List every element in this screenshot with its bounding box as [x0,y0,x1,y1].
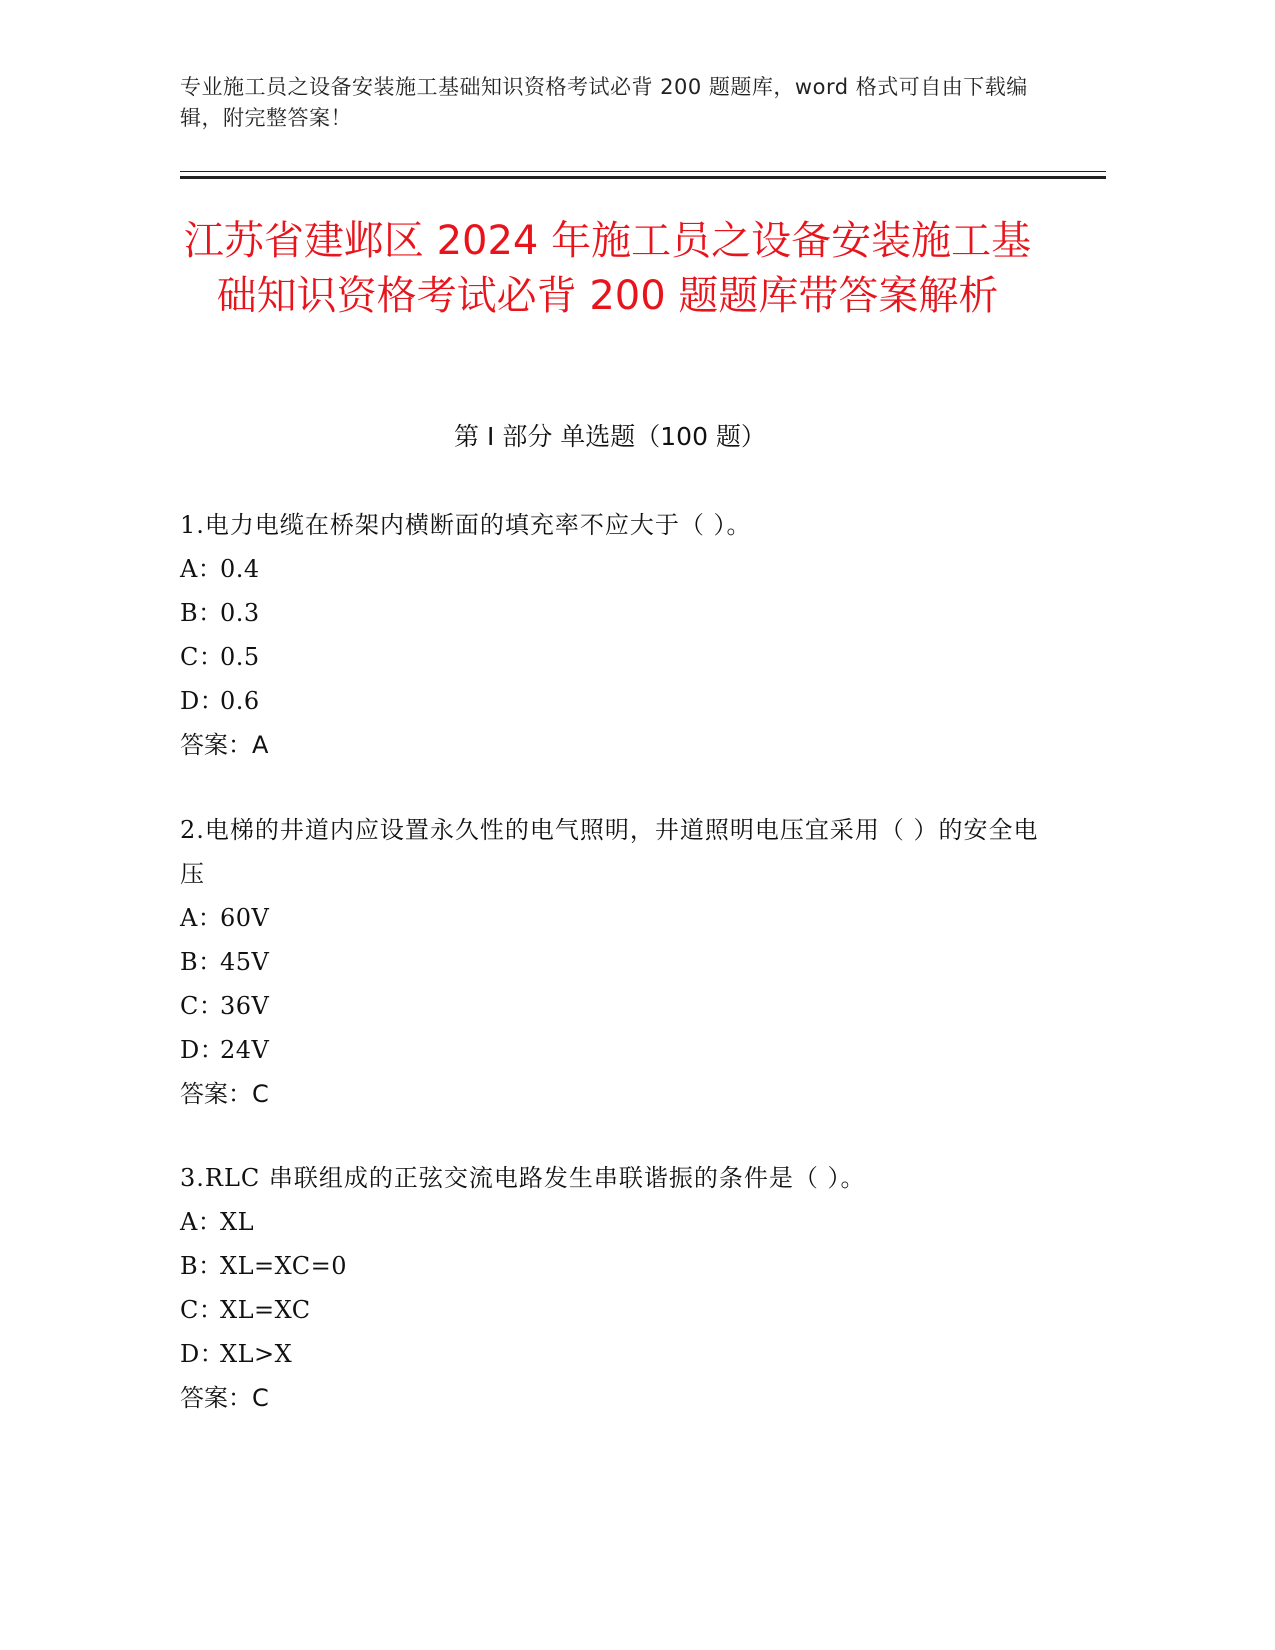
answer-line: 答案：C [180,1384,269,1412]
option-letter: B： [180,599,223,627]
option-letter: B： [180,948,223,976]
option-a [180,896,1040,940]
option-value: XL=XC [220,1296,311,1324]
option-value: 0.4 [220,555,260,583]
question-3 [180,1156,1040,1420]
header-rule-thick [180,176,1106,179]
option-d [180,679,1040,723]
option-value: 0.5 [220,643,260,671]
option-letter: A： [180,904,223,932]
header-rule-thin [180,171,1106,172]
option-c [180,635,1040,679]
option-b [180,940,1040,984]
option-letter: C： [180,1296,224,1324]
option-value: 24V [220,1036,270,1064]
question-text: 3.RLC 串联组成的正弦交流电路发生串联谐振的条件是（ ）。 [180,1164,866,1192]
option-letter: D： [180,687,225,715]
option-value: 45V [220,948,270,976]
option-letter: C： [180,643,224,671]
option-value: 0.6 [220,687,260,715]
document-title: 江苏省建邺区 2024 年施工员之设备安装施工基础知识资格考试必背 200 题题库带答案解析 [183,218,1032,319]
option-value: XL [220,1208,255,1236]
option-d [180,1028,1040,1072]
option-a [180,547,1040,591]
option-d [180,1332,1040,1376]
option-letter: D： [180,1340,225,1368]
option-value: XL=XC=0 [220,1252,348,1280]
option-value: 60V [220,904,270,932]
option-value: 36V [220,992,270,1020]
header-note: 专业施工员之设备安装施工基础知识资格考试必背 200 题题库，word 格式可自由下载编辑，附完整答案！ [180,75,1028,130]
option-a [180,1200,1040,1244]
question-text: 1.电力电缆在桥架内横断面的填充率不应大于（ ）。 [180,511,752,539]
option-value: 0.3 [220,599,260,627]
option-letter: B： [180,1252,223,1280]
option-letter: A： [180,555,223,583]
option-value: XL>X [220,1340,293,1368]
option-c [180,984,1040,1028]
option-b [180,591,1040,635]
section-title: 第 I 部分 单选题（100 题） [454,422,766,451]
question-text: 2.电梯的井道内应设置永久性的电气照明，井道照明电压宜采用（ ）的安全电压 [180,816,1039,888]
option-letter: C： [180,992,224,1020]
answer-line: 答案：A [180,731,269,759]
option-letter: D： [180,1036,225,1064]
question-2 [180,808,1040,1116]
option-letter: A： [180,1208,223,1236]
question-1 [180,503,1040,767]
option-b [180,1244,1040,1288]
option-c [180,1288,1040,1332]
answer-line: 答案：C [180,1080,269,1108]
